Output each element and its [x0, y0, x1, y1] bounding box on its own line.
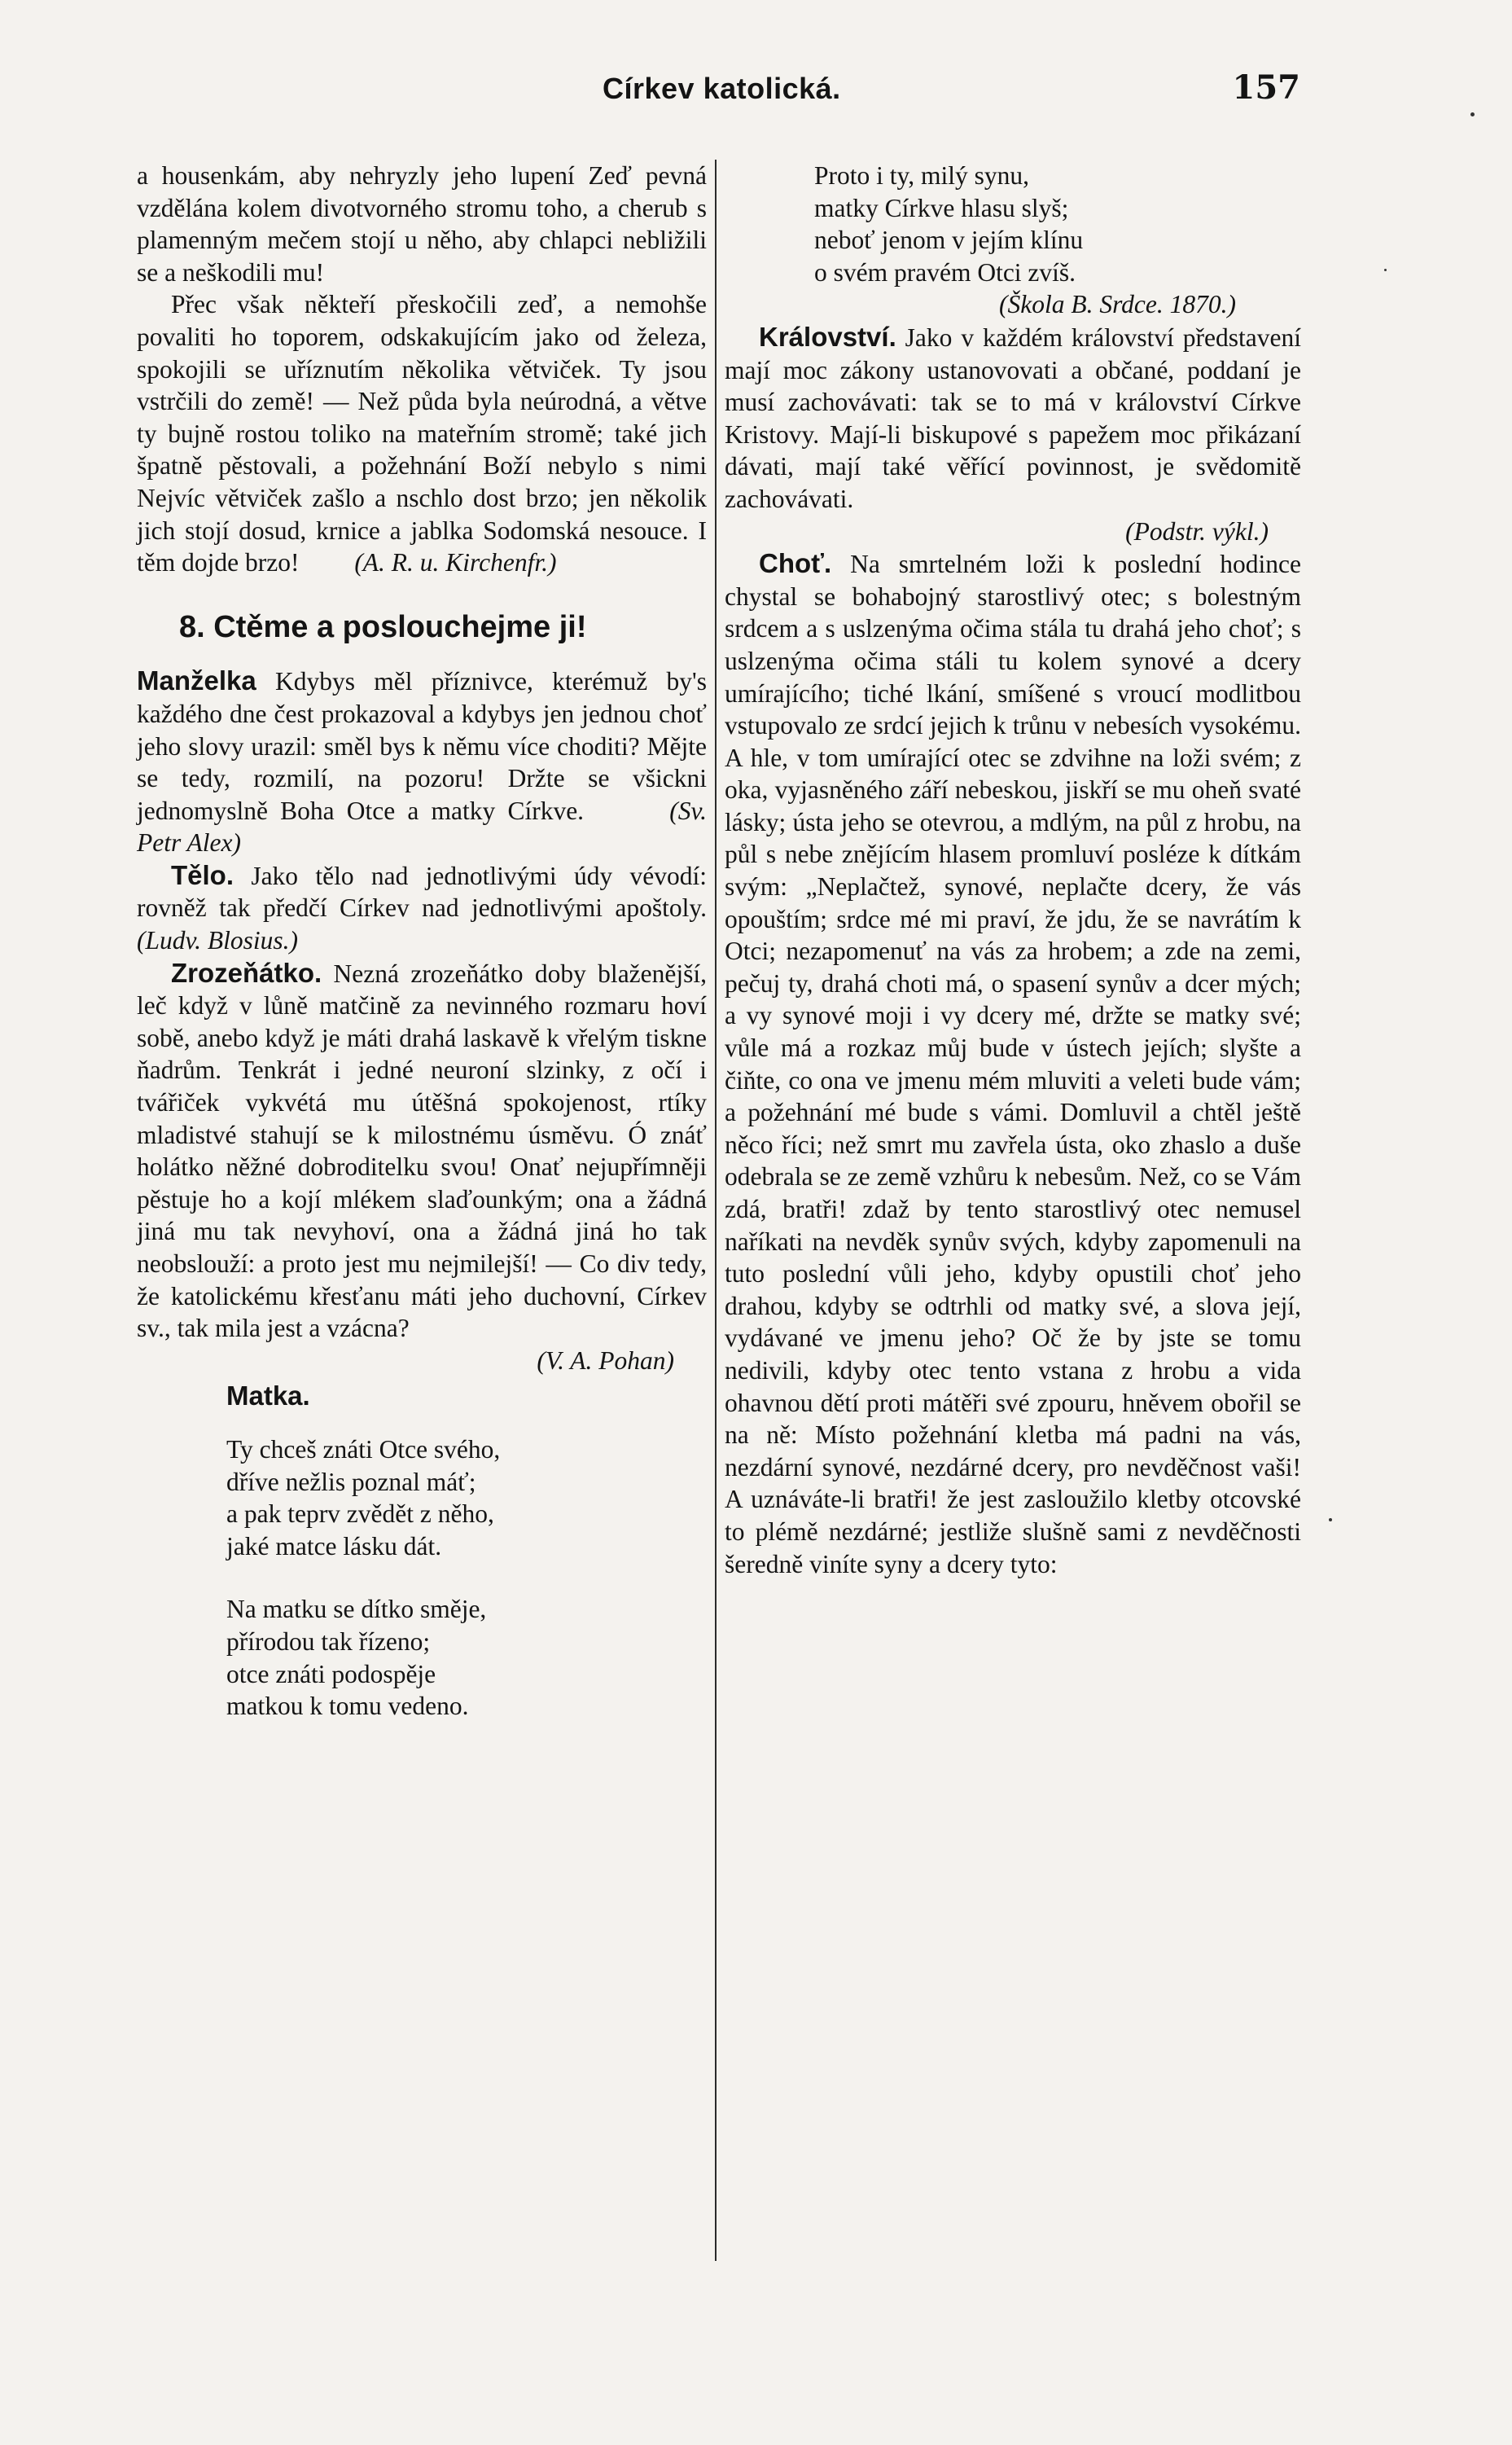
right-column	[725, 160, 1301, 1580]
scan-speck	[1470, 112, 1475, 116]
poem	[226, 1433, 707, 1723]
entry-keyword: Zrozeňátko.	[171, 957, 322, 988]
poem-continued	[814, 160, 1301, 321]
page-header	[0, 68, 1512, 121]
source-citation: (A. R. u. Kirchenfr.)	[354, 548, 557, 577]
subheading-matka: Matka.	[226, 1381, 310, 1411]
entry-keyword: Manželka	[137, 665, 256, 696]
source-citation: (V. A. Pohan)	[537, 1345, 674, 1375]
source-citation: (Škola B. Srdce. 1870.)	[998, 290, 1236, 319]
entry-chot	[725, 547, 1301, 1580]
poem-line: matkou k tomu vedeno.	[226, 1692, 469, 1721]
entry-manzelka	[137, 665, 707, 859]
page-number: 157	[1232, 68, 1300, 107]
poem-line: neboť jenom v jejím klínu	[814, 226, 1084, 255]
paragraph-text: Přec však někteří přeskočili zeď, a nemohše povaliti ho toporem, odskakujícím jako od železa, spokojili se uříznutím několika větviček. Ty jsou vstrčili do země! — Než půda byla neúrodná, a větve ty bujně rostou toliko na mateřním stromě; také jich špatně pěstovali, a požehnání Boží nebylo s nimi Nejvíc větviček zašlo a nschlo dost brzo; jen několik jich stojí dosud, krnice a jablka Sodomská nesouce. I těm dojde brzo!	[137, 290, 707, 577]
entry-keyword: Tělo.	[171, 859, 234, 890]
entry-text: Nezná zrozeňátko doby blaženější, leč když v lůně matčině za nevinného rozmaru hoví sobě, anebo když je máti drahá laskavě k vřelým tiskne ňadrům. Tenkrát i jedné neuroní slzinky, z očí i tvářiček vykvétá mu útěšná spokojenost, rtíky mladistvé stahují se k milostnému úsměvu. Ó znáť holátko něžné dobroditelku svou! Onať nejupřímněji pěstuje ho a kojí mlékem slaďounkým; ona a žádná jiná mu tak nevyhoví, ona a žádná jiná ho tak neobslouží: a proto jest mu nejmilejší! — Co div tedy, že katolickému křesťanu máti jeho duchovní, Církev sv., tak mila jest a vzácna?	[137, 959, 707, 1343]
entry-telo	[137, 859, 707, 957]
poem-line: o svém pravém Otci zvíš.	[814, 257, 1076, 287]
poem-line: přírodou tak řízeno;	[226, 1626, 431, 1656]
column-divider	[715, 160, 717, 2261]
running-head: Církev katolická.	[603, 72, 841, 105]
poem-line: matky Církve hlasu slyš;	[814, 193, 1069, 222]
entry-text: Na smrtelném loži k poslední hodince chystal se bohabojný starostlivý otec; s bolestným srdcem a s uslzenýma očima stála tu drahá jeho choť; s uslzenýma očima stáli tu kolem synové a dcery umírajícího; tiché lkání, smíšené s vroucí modlitbou vstupovalo ze srdcí jejich k trůnu v nebesích vysokému. A hle, v tom umírající otec se zdvihne na loži svém; z oka, vyjasněného září nebeskou, jiskří se mu oheň svaté lásky; ústa jeho se otevrou, a mdlým, na půl z hrobu, na půl s nebe znějícím hlasem promluví posléze k dítkám svým: „Neplačtež, synové, neplačte dcery, že vás opouštím; srdce mé mi praví, že jdu, že se navrátím k Otci; nezapomenuť na vás za hrobem; a zde na zemi, pečuj ty, drahá choti má, o spasení synův a dcer mých; a vy synové moji i vy dcery mé, držte se matky své; vůle má a rozkaz můj bude v ústech jejích; slyšte a čiňte, co ona ve jmenu mém mluviti a veleti bude vám; a požehnání mé bude s vámi. Domluvil a chtěl ještě něco říci; než smrt mu zavřela ústa, oko zhaslo a duše odebrala se ze země vzhůru k nebesům. Než, co se Vám zdá, bratři! zdaž by tento starostlivý otec nemusel naříkati na nevděk synův svých, kdyby zapomenuli na tuto poslední vůli jeho, kdyby opustili choť jeho drahou, kdyby se odtrhli od matky své, a slova její, vydávané ve jmenu jeho? Oč že by jste se tomu nedivili, kdyby otec tento vstana z hrobu a vida ohavnou dětí proti mátěři své zpouru, hněvem obořil se na ně: Místo požehnání kletba má padni na vás, nezdární synové, nezdárné dcery, pro nevděčnost vaši! A uznáváte-li bratři! že jest zasloužilo kletby otcovské to plémě nezdárné; jestliže slušně sami z nevděčnosti šeredně viníte syny a dcery tyto:	[725, 550, 1301, 1578]
source-citation: (Podstr. výkl.)	[1125, 516, 1269, 546]
entry-keyword: Choť.	[759, 548, 832, 579]
poem-line: dříve nežlis poznal máť;	[226, 1467, 476, 1496]
poem-line: a pak teprv zvědět z něho,	[226, 1499, 494, 1529]
scan-speck	[1329, 1518, 1332, 1521]
entry-zrozenatko	[137, 957, 707, 1377]
left-column	[137, 160, 707, 1723]
scan-speck	[1384, 269, 1387, 271]
entry-text: Kdybys měl příznivce, kterémuž by's každého dne čest prokazoval a kdybys jen jednou choť jeho slovy urazil: směl bys k němu více choditi? Mějte se tedy, rozmilí, na pozoru! Držte se všickni jednomyslně Boha Otce a matky Církve.	[137, 667, 707, 825]
source-citation: (Sv. Petr Alex)	[137, 796, 707, 858]
poem-line: Na matku se dítko směje,	[226, 1595, 487, 1624]
entry-kralovstvi	[725, 321, 1301, 547]
section-heading: 8. Ctěme a poslouchejme ji!	[179, 609, 587, 644]
poem-line: otce znáti podospěje	[226, 1659, 436, 1688]
poem-line: Proto i ty, milý synu,	[814, 161, 1029, 190]
paragraph-housenkam: a housenkám, aby nehryzly jeho lupení Zeď pevná vzdělána kolem divotvorného stromu toho, a cherub s plamenným mečem stojí u něho, aby chlapci nebližili se a neškodili mu!	[137, 161, 707, 287]
stanza-gap	[226, 1562, 707, 1593]
paragraph-prec-vsak	[137, 288, 707, 578]
entry-text: Jako v každém království představení mají moc zákony ustanovovati a občané, poddaní je musí zachovávati: tak se to má v království Církve Kristovy. Mají-li biskupové s papežem moc přikázaní dávati, mají také věřící povinnost, je svědomitě zachovávati.	[725, 323, 1301, 513]
entry-keyword: Království.	[759, 321, 896, 352]
source-citation: (Ludv. Blosius.)	[137, 926, 299, 955]
entry-text: Jako tělo nad jednotlivými údy vévodí: rovněž tak předčí Církev nad jednotlivými apoštoly.	[137, 861, 707, 923]
poem-line: jaké matce lásku dát.	[226, 1531, 442, 1560]
poem-line: Ty chceš znáti Otce svého,	[226, 1434, 501, 1464]
